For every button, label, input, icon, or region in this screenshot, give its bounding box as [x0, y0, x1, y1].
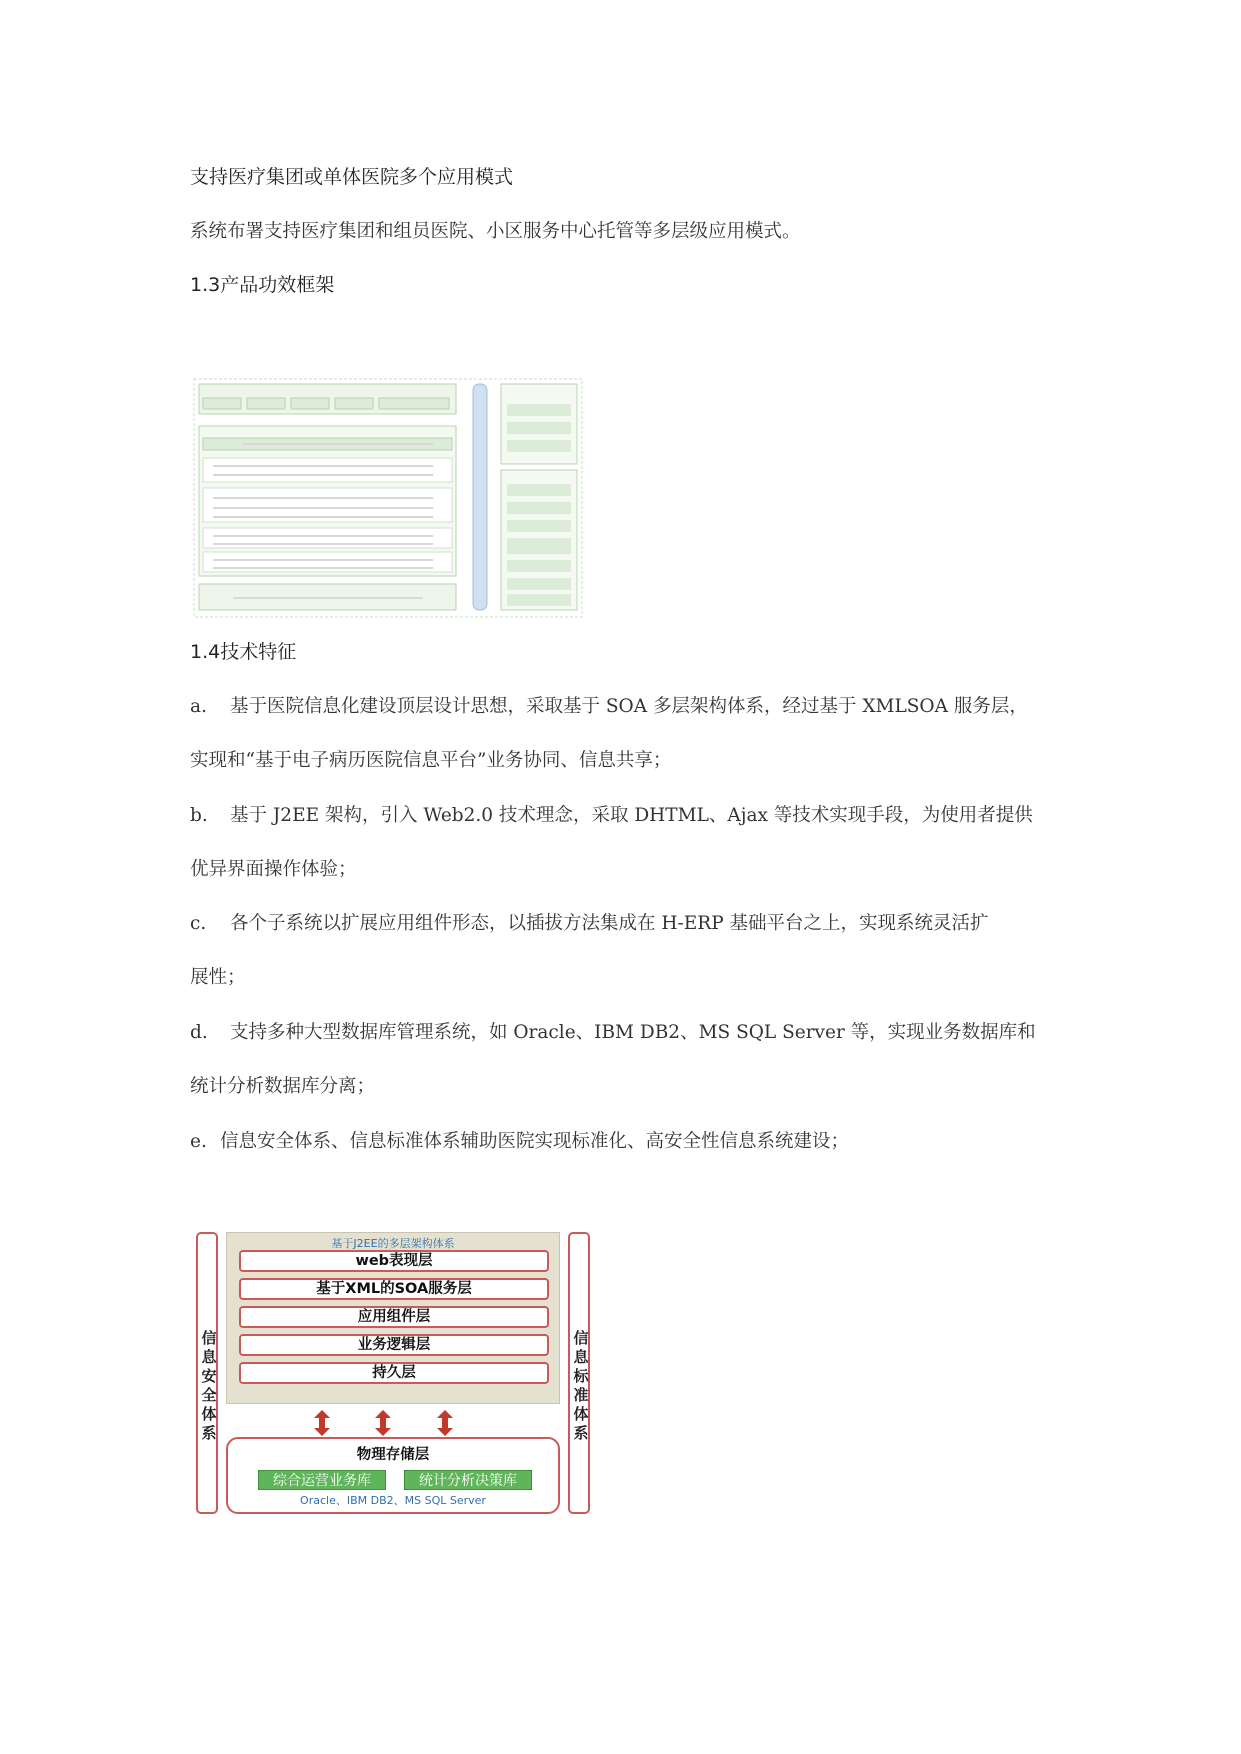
- framework-heading: 1.3产品功效框架: [190, 274, 335, 296]
- double-arrow-icon: [374, 1410, 392, 1436]
- feature-e-text: 信息安全体系、信息标准体系辅助医院实现标准化、高安全性信息系统建设；: [220, 1131, 850, 1152]
- physical-storage-layer: [226, 1437, 560, 1514]
- side-label-char: 全: [201, 1386, 217, 1404]
- feature-c-line1: [190, 912, 989, 936]
- feature-d-marker: d.: [190, 1022, 208, 1043]
- layer-persistence: 持久层: [239, 1362, 549, 1384]
- storage-title: 物理存储层: [356, 1447, 430, 1463]
- double-arrow-icon: [313, 1410, 331, 1436]
- security-system-label: [198, 1329, 220, 1443]
- product-framework-figure: [193, 378, 583, 618]
- layer-component: 应用组件层: [239, 1306, 549, 1328]
- side-label-char: 标: [573, 1367, 589, 1385]
- architecture-diagram: [196, 1232, 592, 1514]
- feature-b-marker: b.: [190, 805, 208, 826]
- feature-a-text: 基于医院信息化建设顶层设计思想，采取基于 SOA 多层架构体系，经过基于 XMLSOA 服务层，: [230, 696, 1028, 717]
- feature-a-marker: a.: [190, 696, 207, 717]
- feature-b-text: 基于 J2EE 架构，引入 Web2.0 技术理念，采取 DHTML、Ajax 等技术实现手段，为使用者提供: [230, 805, 1033, 826]
- mode-heading: 支持医疗集团或单体医院多个应用模式: [190, 166, 514, 188]
- side-label-char: 安: [201, 1367, 217, 1385]
- feature-d-text: 支持多种大型数据库管理系统，如 Oracle、IBM DB2、MS SQL Server 等，实现业务数据库和: [230, 1022, 1036, 1043]
- feature-a-line1: [190, 695, 1028, 719]
- side-label-char: 息: [201, 1348, 217, 1366]
- feature-c-line2: 展性；: [190, 967, 246, 988]
- database-note: Oracle、IBM DB2、MS SQL Server: [300, 1494, 486, 1507]
- feature-b-line1: [190, 804, 1033, 828]
- tech-heading: 1.4技术特征: [190, 641, 297, 663]
- feature-c-marker: c.: [190, 913, 207, 934]
- feature-a-line2: 实现和“基于电子病历医院信息平台”业务协同、信息共享；: [190, 750, 672, 771]
- j2ee-architecture-panel: [226, 1232, 560, 1404]
- feature-d-line1: [190, 1021, 1036, 1045]
- side-label-char: 体: [201, 1405, 217, 1423]
- standard-system-box: [568, 1232, 590, 1514]
- feature-d-line2: 统计分析数据库分离；: [190, 1076, 376, 1097]
- feature-c-text: 各个子系统以扩展应用组件形态，以插拔方法集成在 H-ERP 基础平台之上，实现系统灵活扩: [230, 913, 989, 934]
- side-label-char: 信: [573, 1329, 589, 1347]
- layer-web: web表现层: [239, 1250, 549, 1272]
- security-system-box: [196, 1232, 218, 1514]
- feature-e-marker: e.: [190, 1131, 207, 1152]
- feature-b-line2: 优异界面操作体验；: [190, 859, 357, 880]
- analytics-database: 统计分析决策库: [404, 1470, 532, 1490]
- feature-e-line1: [190, 1130, 849, 1154]
- side-label-char: 系: [201, 1424, 217, 1442]
- side-label-char: 息: [573, 1348, 589, 1366]
- side-label-char: 准: [573, 1386, 589, 1404]
- side-label-char: 体: [573, 1405, 589, 1423]
- layer-business-logic: 业务逻辑层: [239, 1334, 549, 1356]
- standard-system-label: [570, 1329, 592, 1443]
- j2ee-architecture-title: 基于J2EE的多层架构体系: [331, 1237, 455, 1250]
- operations-database: 综合运营业务库: [258, 1470, 386, 1490]
- side-label-char: 系: [573, 1424, 589, 1442]
- mode-body: 系统布署支持医疗集团和组员医院、小区服务中心托管等多层级应用模式。: [190, 221, 801, 242]
- layer-soa: 基于XML的SOA服务层: [239, 1278, 549, 1300]
- double-arrow-icon: [436, 1410, 454, 1436]
- side-label-char: 信: [201, 1329, 217, 1347]
